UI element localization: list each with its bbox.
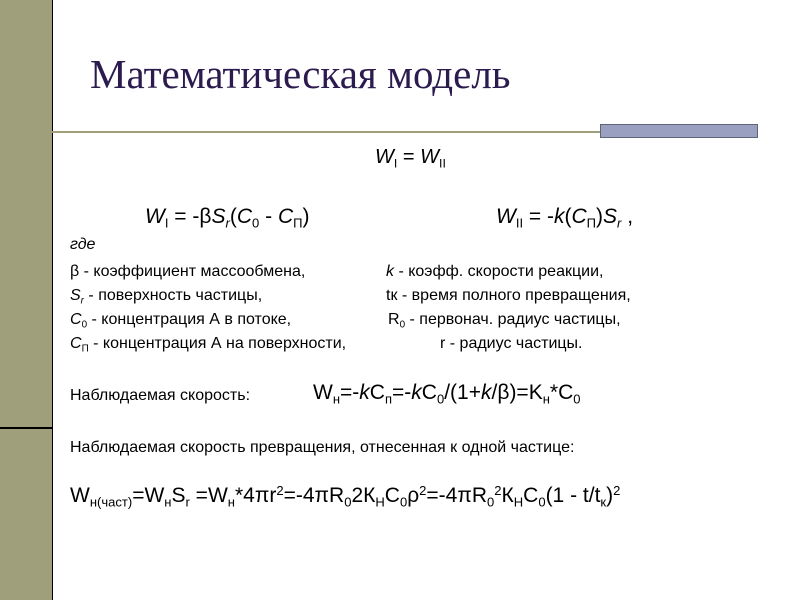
where-label: где bbox=[70, 236, 96, 253]
particle-rate-formula: $W_{н(част)}=W_нS_r =W_н*4\pi r^2=-4\pi R_02К_НС_0\rho^2=-4\pi R_0^2К_НС_0(1 - t/t_к)^2$ bbox=[70, 482, 621, 510]
equation-right: $W_{II} = -k(C_П)S_r$ , bbox=[496, 205, 634, 231]
def-cp: $C_П$ - концентрация А на поверхности, bbox=[70, 335, 347, 355]
slide-title: Математическая модель bbox=[90, 51, 511, 97]
def-k: k - коэфф. скорости реакции, bbox=[386, 263, 604, 280]
def-tk: tк - время полного превращения, bbox=[386, 287, 631, 304]
left-border-line bbox=[52, 0, 53, 600]
left-bar-marker bbox=[0, 427, 52, 429]
def-r0: $R_0$ - первонач. радиус частицы, bbox=[388, 311, 621, 331]
observed-rate-label: Наблюдаемая скорость: bbox=[70, 387, 251, 404]
particle-rate-label: Наблюдаемая скорость превращения, отнесенная к одной частице: bbox=[70, 439, 575, 456]
def-sr: $S_r$ - поверхность частицы, bbox=[70, 287, 263, 307]
left-decorative-bar bbox=[0, 0, 52, 600]
equation-left: $W_I = -\beta S_r(C_0 - C_П)$ bbox=[145, 205, 310, 231]
equation-main: $W_I = W_{II}$ bbox=[375, 146, 446, 171]
observed-rate-formula: $W_н=-kC_п=-kC_0/(1+k/\beta)=K_н*C_0$ bbox=[313, 381, 581, 407]
def-c0: $C_0$ - концентрация А в потоке, bbox=[70, 311, 292, 331]
def-r: r - радиус частицы. bbox=[440, 335, 583, 352]
title-divider-block bbox=[600, 124, 758, 138]
def-beta: β - коэффициент массообмена, bbox=[70, 263, 306, 280]
